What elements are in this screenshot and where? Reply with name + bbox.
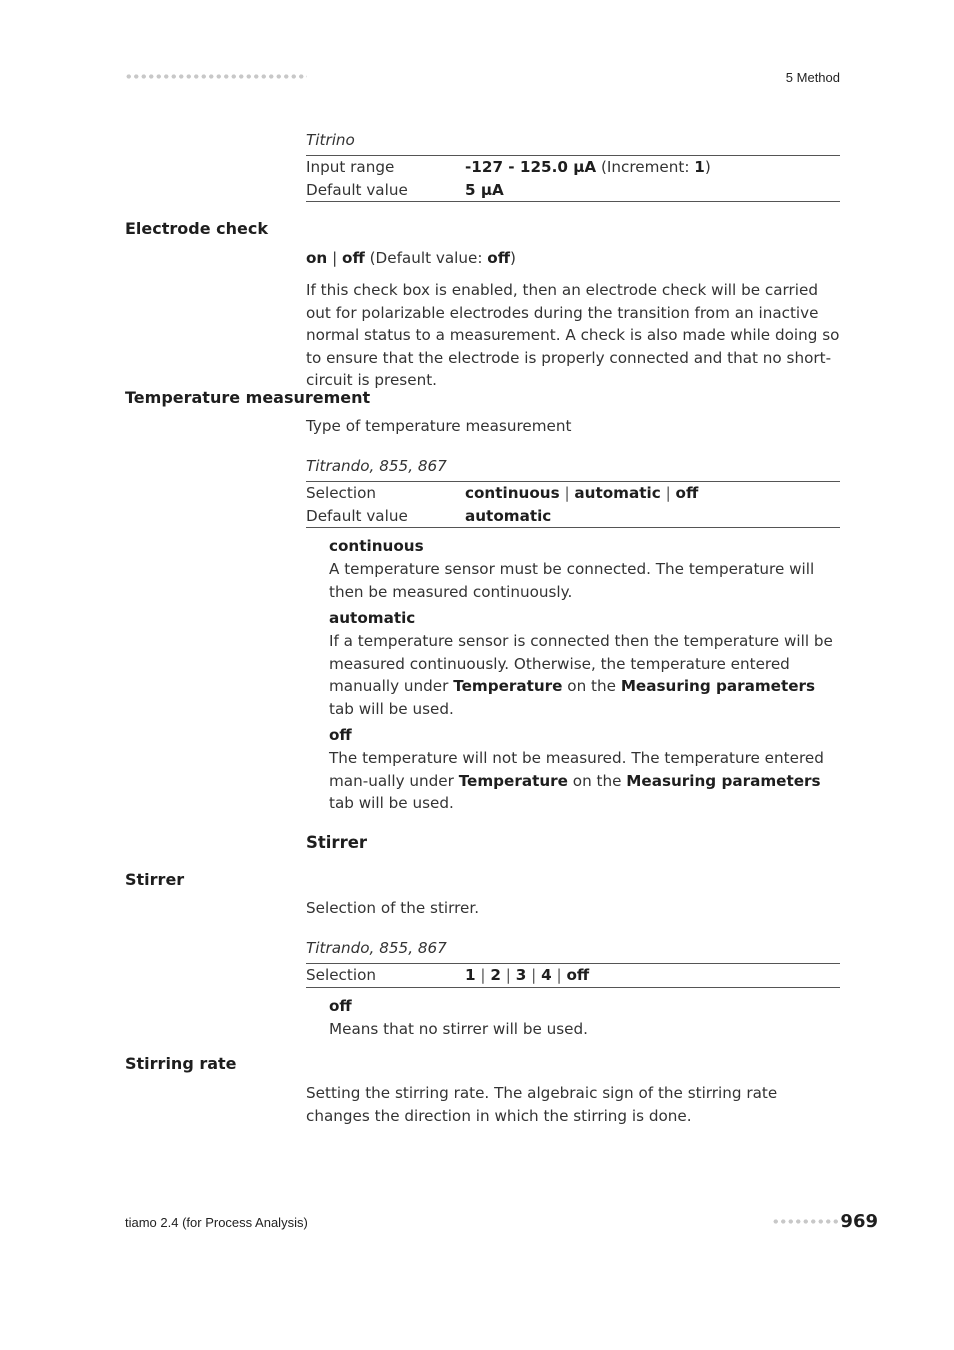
continuous-text: A temperature sensor must be connected. The temperature will then be measured continuously. <box>329 560 815 601</box>
automatic-title: automatic <box>329 609 416 627</box>
default-label: Default value <box>306 180 408 199</box>
titrino-caption: Titrino <box>306 131 355 149</box>
option-2: 2 <box>490 966 501 984</box>
stirrer-section-title: Stirrer <box>306 833 368 852</box>
header-chapter: 5 Method <box>785 70 840 85</box>
default-value: 5 µA <box>465 180 504 199</box>
table-row <box>306 179 840 202</box>
header-decoration <box>125 73 307 80</box>
default-suffix: ) <box>510 249 516 267</box>
selection-label: Selection <box>306 966 376 984</box>
increment-value: 1 <box>694 158 705 176</box>
page-number: 969 <box>840 1211 878 1232</box>
option-automatic: automatic <box>574 484 661 502</box>
stirring-rate-heading: Stirring rate <box>125 1054 237 1073</box>
option-continuous: continuous <box>465 484 560 502</box>
electrode-check-heading: Electrode check <box>125 219 269 238</box>
table-row: Selection continuous | automatic | off <box>306 482 840 505</box>
footer-decoration <box>772 1218 840 1225</box>
option-on: on <box>306 249 328 267</box>
default-value: automatic <box>465 506 552 525</box>
option-1: 1 <box>465 966 476 984</box>
footer-product: tiamo 2.4 (for Process Analysis) <box>125 1215 308 1230</box>
default-prefix: (Default value: <box>364 249 488 267</box>
temperature-caption: Titrando, 855, 867 <box>306 457 447 475</box>
temperature-table <box>306 481 840 528</box>
stirrer-caption: Titrando, 855, 867 <box>306 939 447 957</box>
option-off: off <box>566 966 590 984</box>
default-label: Default value <box>306 506 408 525</box>
input-range-value: -127 - 125.0 µA <box>465 158 597 176</box>
stirrer-off-text: Means that no stirrer will be used. <box>329 1020 588 1038</box>
option-separator: | <box>327 249 343 267</box>
option-4: 4 <box>541 966 552 984</box>
increment-label: (Increment: <box>600 158 695 176</box>
input-range-label: Input range <box>306 158 395 176</box>
option-3: 3 <box>515 966 527 984</box>
increment-close: ) <box>704 158 711 176</box>
stirrer-table <box>306 963 840 988</box>
table-row <box>306 156 840 179</box>
stirrer-intro: Selection of the stirrer. <box>306 899 480 917</box>
electrode-check-description: If this check box is enabled, then an electrode check will be carried out for polarizable electrodes during the transition from an inactive normal status to a measurement. A check is also made while doing so to ensure that the electrode is properly connected and that no short-circuit is present. <box>306 281 840 389</box>
option-off: off <box>675 484 699 502</box>
option-off: off <box>342 249 365 267</box>
off-text: The temperature will not be measured. The temperature entered man-ually under Temperature on the Measuring parameters tab will be used. <box>329 749 824 812</box>
titrino-table <box>306 155 840 202</box>
table-row <box>306 505 840 528</box>
automatic-text: If a temperature sensor is connected then the temperature will be measured continuously. Otherwise, the temperature entered manually under Temperature on the Measuring parameters tab will be used. <box>329 632 833 718</box>
temperature-heading: Temperature measurement <box>125 388 371 407</box>
table-row: Selection 1 | 2 | 3 | 4 | off <box>306 964 840 987</box>
stirrer-off-title: off <box>329 997 352 1015</box>
electrode-check-options <box>306 247 840 270</box>
temperature-intro: Type of temperature measurement <box>306 417 572 435</box>
default-value: off <box>487 249 511 267</box>
selection-label: Selection <box>306 484 376 502</box>
off-title: off <box>329 726 352 744</box>
stirrer-heading: Stirrer <box>125 870 185 889</box>
stirring-rate-text: Setting the stirring rate. The algebraic sign of the stirring rate changes the direction in which the stirring is done. <box>306 1084 778 1125</box>
continuous-title: continuous <box>329 537 424 555</box>
